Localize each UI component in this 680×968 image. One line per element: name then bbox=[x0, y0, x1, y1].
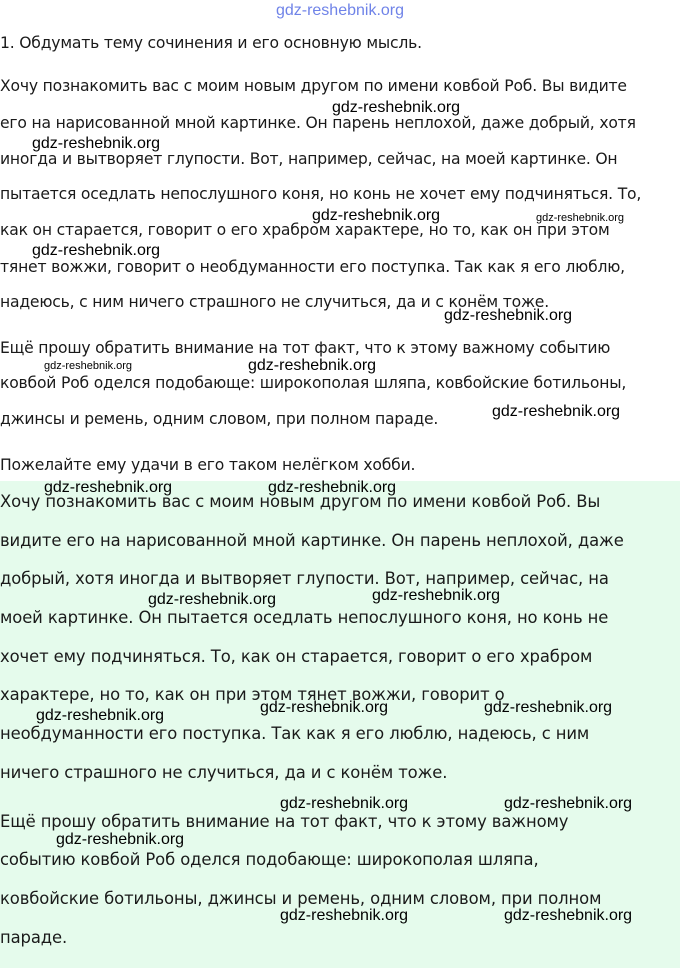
text-line: ковбой Роб оделся подобающе: широкополая шляпа, ковбойские ботильоны, bbox=[0, 374, 627, 392]
watermark: gdz-reshebnik.org bbox=[260, 699, 389, 716]
watermark: gdz-reshebnik.org bbox=[280, 795, 409, 812]
text-line: джинсы и ремень, одним словом, при полном параде. bbox=[0, 410, 439, 428]
watermark: gdz-reshebnik.org bbox=[536, 212, 625, 224]
watermark: gdz-reshebnik.org bbox=[268, 479, 397, 496]
answer-line: событию ковбой Роб оделся подобающе: широкополая шляпа, bbox=[0, 850, 539, 869]
text-line: Пожелайте ему удачи в его таком нелёгком хобби. bbox=[0, 456, 416, 474]
text-line: как он старается, говорит о его храбром характере, но то, как он при этом bbox=[0, 221, 610, 239]
answer-line: видите его на нарисованной мной картинке. Он парень неплохой, даже bbox=[0, 531, 624, 550]
task-heading: 1. Обдумать тему сочинения и его основную мысль. bbox=[0, 34, 422, 52]
watermark: gdz-reshebnik.org bbox=[332, 99, 461, 116]
answer-line: характере, но то, как он при этом тянет вожжи, говорит о bbox=[0, 685, 505, 704]
watermark: gdz-reshebnik.org bbox=[312, 207, 441, 224]
watermark: gdz-reshebnik.org bbox=[484, 699, 613, 716]
text-line: пытается оседлать непослушного коня, но конь не хочет ему подчиняться. То, bbox=[0, 185, 642, 203]
answer-line: добрый, хотя иногда и вытворяет глупости. Вот, например, сейчас, на bbox=[0, 569, 609, 588]
watermark: gdz-reshebnik.org bbox=[248, 357, 377, 374]
answer-line: хочет ему подчиняться. То, как он старается, говорит о его храбром bbox=[0, 647, 593, 666]
watermark: gdz-reshebnik.org bbox=[492, 403, 621, 420]
site-header-link[interactable]: gdz-reshebnik.org bbox=[275, 2, 405, 19]
watermark: gdz-reshebnik.org bbox=[148, 591, 277, 608]
text-line: Хочу познакомить вас с моим новым другом по имени ковбой Роб. Вы видите bbox=[0, 77, 627, 95]
watermark: gdz-reshebnik.org bbox=[36, 707, 165, 724]
watermark: gdz-reshebnik.org bbox=[372, 587, 501, 604]
text-line: его на нарисованной мной картинке. Он парень неплохой, даже добрый, хотя bbox=[0, 114, 636, 132]
answer-line: моей картинке. Он пытается оседлать непослушного коня, но конь не bbox=[0, 608, 609, 627]
answer-line: Хочу познакомить вас с моим новым другом по имени ковбой Роб. Вы bbox=[0, 492, 601, 511]
answer-line: ничего страшного не случиться, да и с конём тоже. bbox=[0, 763, 448, 782]
watermark: gdz-reshebnik.org bbox=[44, 479, 173, 496]
text-line: надеюсь, с ним ничего страшного не случиться, да и с конём тоже. bbox=[0, 293, 549, 311]
watermark: gdz-reshebnik.org bbox=[44, 360, 133, 372]
watermark: gdz-reshebnik.org bbox=[444, 307, 573, 324]
watermark: gdz-reshebnik.org bbox=[280, 907, 409, 924]
text-line: тянет вожжи, говорит о необдуманности его поступка. Так как я его люблю, bbox=[0, 258, 625, 276]
text-line: Ещё прошу обратить внимание на тот факт, что к этому важному событию bbox=[0, 339, 611, 357]
watermark: gdz-reshebnik.org bbox=[504, 907, 633, 924]
watermark: gdz-reshebnik.org bbox=[504, 795, 633, 812]
answer-line: параде. bbox=[0, 928, 68, 947]
answer-line: необдуманности его поступка. Так как я его люблю, надеюсь, с ним bbox=[0, 724, 590, 743]
answer-line: Ещё прошу обратить внимание на тот факт, что к этому важному bbox=[0, 812, 569, 831]
watermark: gdz-reshebnik.org bbox=[56, 831, 185, 848]
text-line: иногда и вытворяет глупости. Вот, например, сейчас, на моей картинке. Он bbox=[0, 150, 618, 168]
answer-line: ковбойские ботильоны, джинсы и ремень, одним словом, при полном bbox=[0, 889, 602, 908]
watermark: gdz-reshebnik.org bbox=[32, 242, 161, 259]
watermark: gdz-reshebnik.org bbox=[32, 135, 161, 152]
